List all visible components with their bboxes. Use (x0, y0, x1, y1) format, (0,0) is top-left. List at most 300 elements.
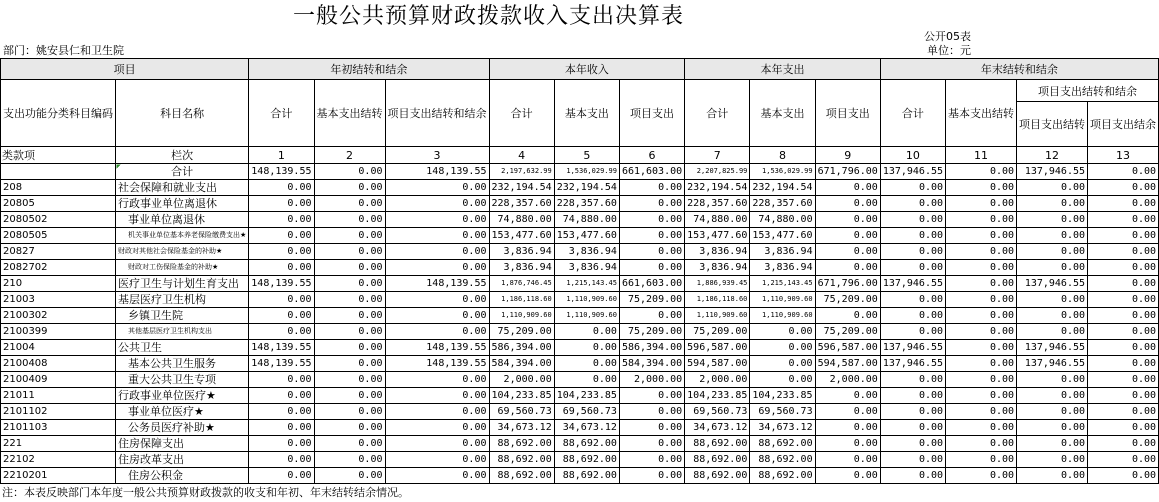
value-col-2: 0.00 (314, 244, 385, 260)
value-col-10: 0.00 (880, 180, 945, 196)
subject-code: 21011 (1, 388, 116, 404)
value-col-5: 69,560.73 (554, 404, 619, 420)
value-col-10: 0.00 (880, 196, 945, 212)
subject-code: 2100408 (1, 356, 116, 372)
table-row (1, 420, 1159, 436)
value-col-6: 586,394.00 (619, 340, 684, 356)
value-col-9: 0.00 (815, 244, 880, 260)
value-col-1: 0.00 (249, 452, 314, 468)
subject-name: 公务员医疗补助★ (116, 420, 249, 436)
subject-name: 其他基层医疗卫生机构支出 (116, 324, 249, 340)
table-row (1, 308, 1159, 324)
header-closing-surplus: 项目支出结余 (1088, 102, 1159, 147)
value-col-10: 0.00 (880, 308, 945, 324)
value-col-12: 0.00 (1017, 452, 1088, 468)
total-row (1, 164, 1159, 180)
footnote: 注：本表反映部门本年度一般公共预算财政拨款的收支和年初、年末结转结余情况。 (2, 486, 409, 499)
value-col-8: 88,692.00 (750, 468, 815, 484)
value-col-9: 0.00 (815, 468, 880, 484)
value-col-11: 0.00 (946, 180, 1017, 196)
value-col-3: 0.00 (385, 468, 489, 484)
value-col-11: 0.00 (946, 292, 1017, 308)
value-col-13: 0.00 (1088, 260, 1159, 276)
value-col-8: 1,110,909.60 (750, 292, 815, 308)
value-col-13: 0.00 (1088, 276, 1159, 292)
value-col-6: 584,394.00 (619, 356, 684, 372)
subject-code: 2100399 (1, 324, 116, 340)
value-col-3: 0.00 (385, 372, 489, 388)
header-subject-name: 科目名称 (116, 80, 249, 147)
value-col-13: 0.00 (1088, 388, 1159, 404)
value-col-5: 1,110,909.60 (554, 308, 619, 324)
value-col-3: 0.00 (385, 420, 489, 436)
subject-code: 20805 (1, 196, 116, 212)
value-col-3: 148,139.55 (385, 356, 489, 372)
subject-name: 事业单位医疗★ (116, 404, 249, 420)
header-closing: 年末结转和结余 (880, 59, 1158, 80)
value-col-1: 0.00 (249, 180, 314, 196)
value-col-13: 0.00 (1088, 324, 1159, 340)
value-col-1: 0.00 (249, 468, 314, 484)
value-col-4: 232,194.54 (489, 180, 554, 196)
value-col-1: 148,139.55 (249, 164, 314, 180)
value-col-5: 104,233.85 (554, 388, 619, 404)
value-col-10: 137,946.55 (880, 164, 945, 180)
value-col-11: 0.00 (946, 196, 1017, 212)
value-col-5: 0.00 (554, 340, 619, 356)
value-col-11: 0.00 (946, 164, 1017, 180)
value-col-13: 0.00 (1088, 340, 1159, 356)
table-body (1, 164, 1159, 484)
subject-code: 20827 (1, 244, 116, 260)
subject-code: 21003 (1, 292, 116, 308)
table-row (1, 292, 1159, 308)
value-col-11: 0.00 (946, 244, 1017, 260)
value-col-8: 69,560.73 (750, 404, 815, 420)
value-col-9: 2,000.00 (815, 372, 880, 388)
value-col-2: 0.00 (314, 404, 385, 420)
value-col-12: 0.00 (1017, 420, 1088, 436)
value-col-7: 88,692.00 (685, 452, 750, 468)
value-col-3: 0.00 (385, 324, 489, 340)
unit-label: 单位：元 (927, 44, 971, 57)
value-col-6: 0.00 (619, 244, 684, 260)
table-row (1, 180, 1159, 196)
value-col-3: 148,139.55 (385, 276, 489, 292)
value-col-8: 88,692.00 (750, 436, 815, 452)
value-col-5: 0.00 (554, 324, 619, 340)
subject-name: 住房保障支出 (116, 436, 249, 452)
value-col-13: 0.00 (1088, 196, 1159, 212)
value-col-13: 0.00 (1088, 436, 1159, 452)
col-num-6: 6 (619, 147, 684, 164)
value-col-5: 1,536,029.99 (554, 164, 619, 180)
subject-name: 社会保障和就业支出 (116, 180, 249, 196)
value-col-11: 0.00 (946, 356, 1017, 372)
subject-code: 2100409 (1, 372, 116, 388)
value-col-10: 0.00 (880, 452, 945, 468)
value-col-10: 0.00 (880, 436, 945, 452)
value-col-8: 34,673.12 (750, 420, 815, 436)
value-col-4: 586,394.00 (489, 340, 554, 356)
value-col-2: 0.00 (314, 308, 385, 324)
col-num-5: 5 (554, 147, 619, 164)
value-col-7: 34,673.12 (685, 420, 750, 436)
value-col-10: 0.00 (880, 404, 945, 420)
value-col-3: 148,139.55 (385, 340, 489, 356)
col-num-9: 9 (815, 147, 880, 164)
value-col-7: 3,836.94 (685, 260, 750, 276)
value-col-6: 661,603.00 (619, 164, 684, 180)
value-col-3: 0.00 (385, 404, 489, 420)
value-col-11: 0.00 (946, 340, 1017, 356)
value-col-10: 137,946.55 (880, 340, 945, 356)
value-col-3: 0.00 (385, 212, 489, 228)
value-col-4: 2,000.00 (489, 372, 554, 388)
value-col-1: 0.00 (249, 388, 314, 404)
table-row (1, 388, 1159, 404)
subject-name: 住房改革支出 (116, 452, 249, 468)
value-col-6: 0.00 (619, 260, 684, 276)
value-col-4: 3,836.94 (489, 260, 554, 276)
value-col-6: 0.00 (619, 436, 684, 452)
value-col-6: 2,000.00 (619, 372, 684, 388)
value-col-9: 0.00 (815, 308, 880, 324)
header-income-total: 合计 (489, 80, 554, 147)
value-col-1: 0.00 (249, 196, 314, 212)
value-col-11: 0.00 (946, 260, 1017, 276)
col-num-7: 7 (685, 147, 750, 164)
value-col-7: 1,886,939.45 (685, 276, 750, 292)
value-col-13: 0.00 (1088, 180, 1159, 196)
subject-code: 2080505 (1, 228, 116, 244)
subject-name: 重大公共卫生专项 (116, 372, 249, 388)
value-col-12: 0.00 (1017, 372, 1088, 388)
value-col-2: 0.00 (314, 340, 385, 356)
value-col-8: 0.00 (750, 356, 815, 372)
value-col-11: 0.00 (946, 420, 1017, 436)
value-col-6: 0.00 (619, 196, 684, 212)
value-col-9: 0.00 (815, 212, 880, 228)
subject-code: 21004 (1, 340, 116, 356)
value-col-12: 0.00 (1017, 260, 1088, 276)
subject-name: 事业单位离退休 (116, 212, 249, 228)
value-col-1: 0.00 (249, 260, 314, 276)
value-col-7: 88,692.00 (685, 468, 750, 484)
value-col-8: 3,836.94 (750, 260, 815, 276)
header-kind-section-item: 类款项 (1, 147, 116, 164)
value-col-10: 0.00 (880, 372, 945, 388)
value-col-12: 0.00 (1017, 228, 1088, 244)
value-col-11: 0.00 (946, 468, 1017, 484)
value-col-12: 0.00 (1017, 292, 1088, 308)
value-col-4: 3,836.94 (489, 244, 554, 260)
header-opening: 年初结转和结余 (249, 59, 489, 80)
value-col-9: 75,209.00 (815, 292, 880, 308)
value-col-2: 0.00 (314, 292, 385, 308)
value-col-11: 0.00 (946, 388, 1017, 404)
value-col-7: 596,587.00 (685, 340, 750, 356)
value-col-4: 1,186,118.60 (489, 292, 554, 308)
value-col-4: 584,394.00 (489, 356, 554, 372)
value-col-4: 75,209.00 (489, 324, 554, 340)
value-col-10: 0.00 (880, 388, 945, 404)
value-col-6: 0.00 (619, 212, 684, 228)
value-col-4: 88,692.00 (489, 468, 554, 484)
value-col-11: 0.00 (946, 372, 1017, 388)
header-expense-project: 项目支出 (815, 80, 880, 147)
col-num-12: 12 (1017, 147, 1088, 164)
value-col-11: 0.00 (946, 436, 1017, 452)
value-col-4: 1,110,909.60 (489, 308, 554, 324)
value-col-6: 0.00 (619, 308, 684, 324)
subject-code: 208 (1, 180, 116, 196)
value-col-12: 137,946.55 (1017, 276, 1088, 292)
value-col-3: 0.00 (385, 180, 489, 196)
value-col-5: 88,692.00 (554, 452, 619, 468)
value-col-10: 137,946.55 (880, 276, 945, 292)
value-col-12: 0.00 (1017, 324, 1088, 340)
col-num-1: 1 (249, 147, 314, 164)
value-col-4: 34,673.12 (489, 420, 554, 436)
subject-name: 医疗卫生与计划生育支出 (116, 276, 249, 292)
value-col-2: 0.00 (314, 356, 385, 372)
value-col-3: 0.00 (385, 196, 489, 212)
value-col-7: 88,692.00 (685, 436, 750, 452)
value-col-13: 0.00 (1088, 420, 1159, 436)
col-num-10: 10 (880, 147, 945, 164)
value-col-12: 137,946.55 (1017, 340, 1088, 356)
value-col-12: 0.00 (1017, 436, 1088, 452)
value-col-7: 104,233.85 (685, 388, 750, 404)
value-col-2: 0.00 (314, 228, 385, 244)
value-col-10: 0.00 (880, 244, 945, 260)
value-col-2: 0.00 (314, 164, 385, 180)
value-col-7: 594,587.00 (685, 356, 750, 372)
department-label: 部门：姚安县仁和卫生院 (3, 44, 124, 57)
value-col-12: 0.00 (1017, 404, 1088, 420)
form-number: 公开05表 (924, 30, 971, 43)
subject-name: 行政事业单位医疗★ (116, 388, 249, 404)
value-col-2: 0.00 (314, 324, 385, 340)
header-expense-basic: 基本支出 (750, 80, 815, 147)
value-col-10: 137,946.55 (880, 356, 945, 372)
value-col-5: 34,673.12 (554, 420, 619, 436)
value-col-12: 137,946.55 (1017, 356, 1088, 372)
table-row (1, 324, 1159, 340)
col-num-11: 11 (946, 147, 1017, 164)
value-col-3: 0.00 (385, 292, 489, 308)
value-col-5: 3,836.94 (554, 244, 619, 260)
subject-code: 2210201 (1, 468, 116, 484)
value-col-5: 3,836.94 (554, 260, 619, 276)
header-opening-basic: 基本支出结转 (314, 80, 385, 147)
value-col-1: 0.00 (249, 404, 314, 420)
value-col-4: 74,880.00 (489, 212, 554, 228)
value-col-3: 0.00 (385, 452, 489, 468)
value-col-1: 0.00 (249, 308, 314, 324)
value-col-8: 88,692.00 (750, 452, 815, 468)
header-income: 本年收入 (489, 59, 685, 80)
report-title: 一般公共预算财政拨款收入支出决算表 (292, 4, 684, 29)
table-row (1, 404, 1159, 420)
value-col-11: 0.00 (946, 276, 1017, 292)
col-num-13: 13 (1088, 147, 1159, 164)
value-col-12: 0.00 (1017, 388, 1088, 404)
value-col-9: 0.00 (815, 404, 880, 420)
value-col-8: 1,215,143.45 (750, 276, 815, 292)
value-col-2: 0.00 (314, 196, 385, 212)
table-row (1, 356, 1159, 372)
table-row (1, 340, 1159, 356)
value-col-7: 74,880.00 (685, 212, 750, 228)
subject-name: 合计 (116, 164, 249, 180)
subject-code: 22102 (1, 452, 116, 468)
value-col-6: 0.00 (619, 388, 684, 404)
value-col-13: 0.00 (1088, 164, 1159, 180)
value-col-2: 0.00 (314, 420, 385, 436)
value-col-7: 69,560.73 (685, 404, 750, 420)
value-col-2: 0.00 (314, 180, 385, 196)
value-col-9: 0.00 (815, 260, 880, 276)
subject-code: 2100302 (1, 308, 116, 324)
value-col-2: 0.00 (314, 212, 385, 228)
value-col-12: 0.00 (1017, 308, 1088, 324)
value-col-9: 0.00 (815, 228, 880, 244)
subject-code: 2082702 (1, 260, 116, 276)
value-col-9: 594,587.00 (815, 356, 880, 372)
header-opening-project: 项目支出结转和结余 (385, 80, 489, 147)
value-col-1: 0.00 (249, 372, 314, 388)
header-closing-total: 合计 (880, 80, 945, 147)
value-col-9: 0.00 (815, 452, 880, 468)
table-row (1, 372, 1159, 388)
value-col-7: 2,207,825.99 (685, 164, 750, 180)
value-col-9: 75,209.00 (815, 324, 880, 340)
col-num-8: 8 (750, 147, 815, 164)
value-col-4: 104,233.85 (489, 388, 554, 404)
subject-code: 221 (1, 436, 116, 452)
value-col-12: 137,946.55 (1017, 164, 1088, 180)
value-col-12: 0.00 (1017, 180, 1088, 196)
value-col-11: 0.00 (946, 404, 1017, 420)
subject-name: 乡镇卫生院 (116, 308, 249, 324)
value-col-5: 153,477.60 (554, 228, 619, 244)
value-col-9: 596,587.00 (815, 340, 880, 356)
table-row (1, 212, 1159, 228)
value-col-13: 0.00 (1088, 452, 1159, 468)
value-col-1: 0.00 (249, 420, 314, 436)
value-col-3: 0.00 (385, 228, 489, 244)
value-col-5: 74,880.00 (554, 212, 619, 228)
value-col-9: 0.00 (815, 420, 880, 436)
value-col-1: 0.00 (249, 436, 314, 452)
value-col-11: 0.00 (946, 452, 1017, 468)
value-col-3: 0.00 (385, 388, 489, 404)
value-col-1: 0.00 (249, 244, 314, 260)
value-col-3: 0.00 (385, 308, 489, 324)
value-col-8: 228,357.60 (750, 196, 815, 212)
value-col-12: 0.00 (1017, 212, 1088, 228)
table-row (1, 196, 1159, 212)
subject-code (1, 164, 116, 180)
value-col-2: 0.00 (314, 276, 385, 292)
value-col-9: 0.00 (815, 196, 880, 212)
value-col-6: 0.00 (619, 452, 684, 468)
value-col-1: 0.00 (249, 324, 314, 340)
value-col-10: 0.00 (880, 292, 945, 308)
value-col-4: 1,876,746.45 (489, 276, 554, 292)
subject-name: 财政对工伤保险基金的补助★ (116, 260, 249, 276)
value-col-10: 0.00 (880, 324, 945, 340)
header-expense-total: 合计 (685, 80, 750, 147)
value-col-8: 0.00 (750, 340, 815, 356)
subject-name: 机关事业单位基本养老保险缴费支出★ (116, 228, 249, 244)
header-income-project: 项目支出 (619, 80, 684, 147)
value-col-8: 1,110,909.60 (750, 308, 815, 324)
subject-name: 基层医疗卫生机构 (116, 292, 249, 308)
value-col-10: 0.00 (880, 468, 945, 484)
value-col-6: 661,603.00 (619, 276, 684, 292)
value-col-13: 0.00 (1088, 292, 1159, 308)
subject-name: 财政对其他社会保险基金的补助★ (116, 244, 249, 260)
col-num-4: 4 (489, 147, 554, 164)
value-col-13: 0.00 (1088, 356, 1159, 372)
value-col-11: 0.00 (946, 228, 1017, 244)
value-col-13: 0.00 (1088, 244, 1159, 260)
header-opening-total: 合计 (249, 80, 314, 147)
value-col-5: 0.00 (554, 372, 619, 388)
value-col-4: 2,197,632.99 (489, 164, 554, 180)
value-col-8: 0.00 (750, 372, 815, 388)
subject-name: 行政事业单位离退休 (116, 196, 249, 212)
value-col-4: 228,357.60 (489, 196, 554, 212)
value-col-1: 148,139.55 (249, 340, 314, 356)
header-closing-basic: 基本支出结转 (946, 80, 1017, 147)
value-col-2: 0.00 (314, 260, 385, 276)
value-col-7: 3,836.94 (685, 244, 750, 260)
value-col-13: 0.00 (1088, 212, 1159, 228)
value-col-3: 0.00 (385, 260, 489, 276)
value-col-11: 0.00 (946, 324, 1017, 340)
col-num-3: 3 (385, 147, 489, 164)
subject-code: 210 (1, 276, 116, 292)
value-col-7: 2,000.00 (685, 372, 750, 388)
value-col-13: 0.00 (1088, 468, 1159, 484)
value-col-5: 228,357.60 (554, 196, 619, 212)
value-col-4: 88,692.00 (489, 436, 554, 452)
value-col-13: 0.00 (1088, 372, 1159, 388)
header-closing-project: 项目支出结转和结余 (1017, 80, 1159, 102)
value-col-4: 88,692.00 (489, 452, 554, 468)
header-income-basic: 基本支出 (554, 80, 619, 147)
table-row (1, 452, 1159, 468)
value-col-4: 69,560.73 (489, 404, 554, 420)
value-col-11: 0.00 (946, 212, 1017, 228)
header-func-code: 支出功能分类科目编码 (1, 80, 116, 147)
value-col-7: 228,357.60 (685, 196, 750, 212)
subject-code: 2101102 (1, 404, 116, 420)
table-row (1, 244, 1159, 260)
value-col-7: 153,477.60 (685, 228, 750, 244)
value-col-3: 0.00 (385, 244, 489, 260)
value-col-12: 0.00 (1017, 196, 1088, 212)
value-col-2: 0.00 (314, 372, 385, 388)
value-col-7: 232,194.54 (685, 180, 750, 196)
value-col-2: 0.00 (314, 388, 385, 404)
subject-name: 公共卫生 (116, 340, 249, 356)
subject-name: 基本公共卫生服务 (116, 356, 249, 372)
